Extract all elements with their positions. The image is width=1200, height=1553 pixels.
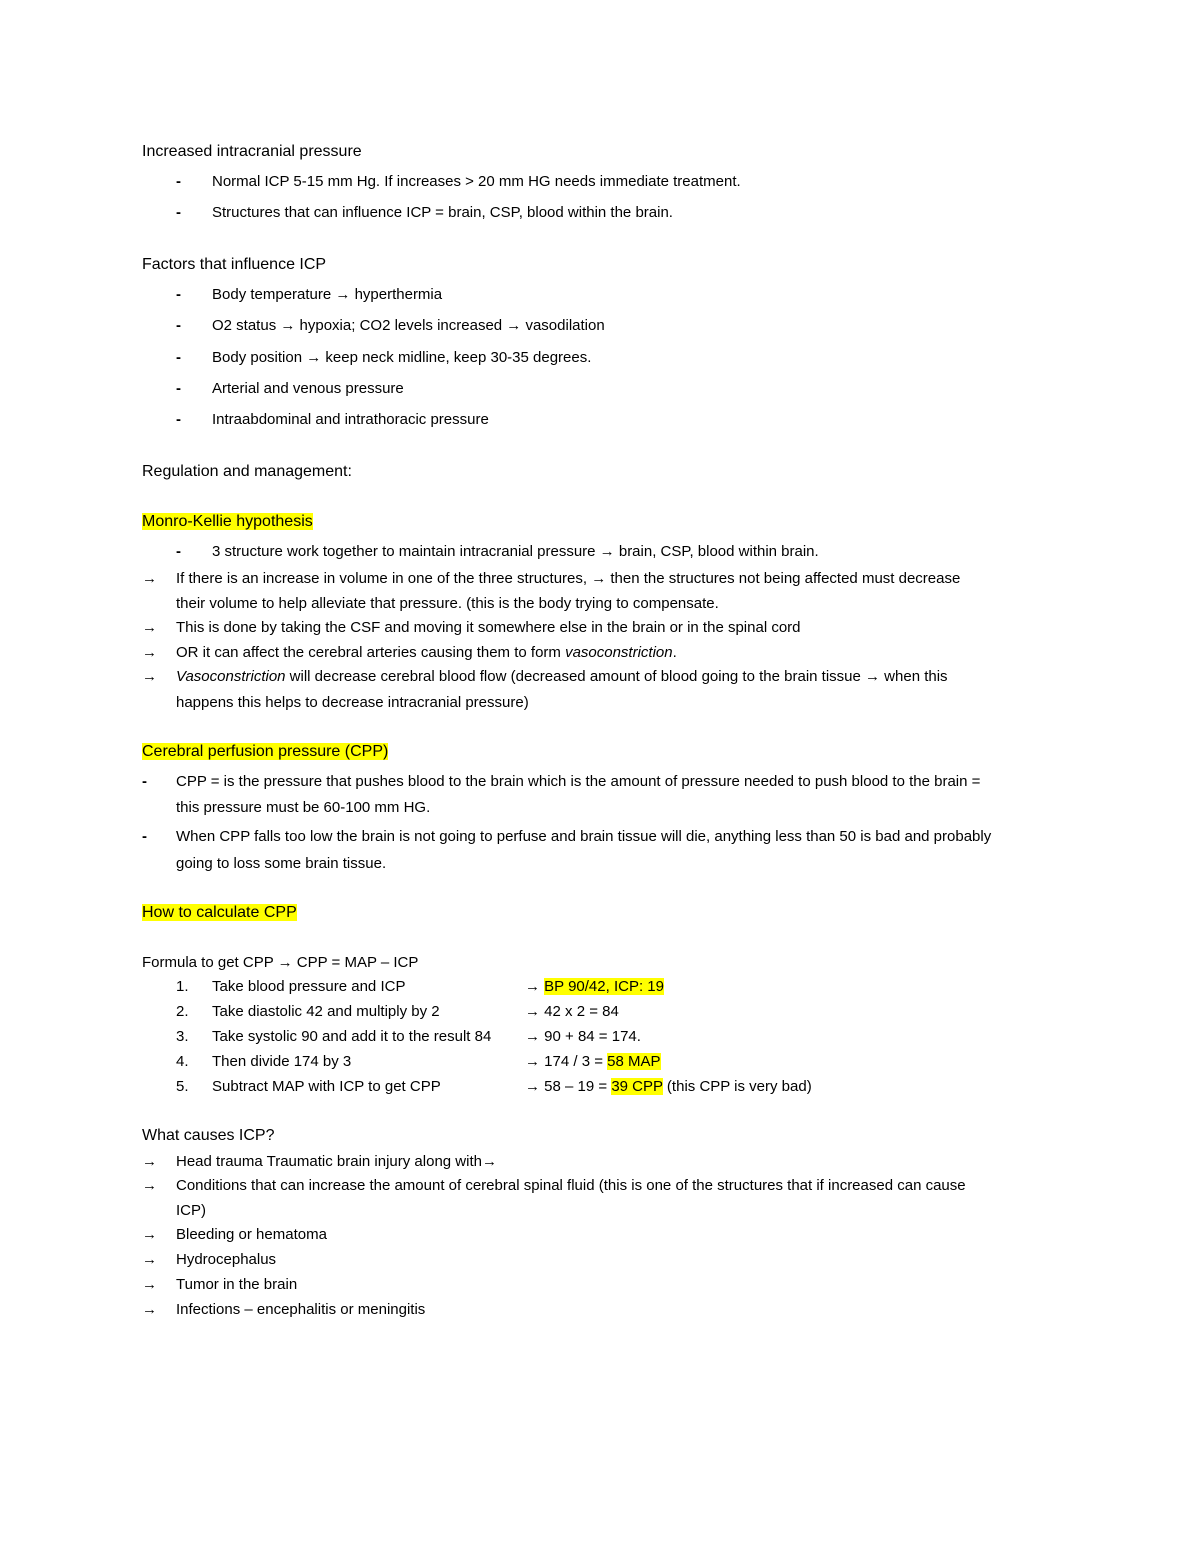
list-item: Structures that can influence ICP = brain, CSP, blood within the brain.	[212, 204, 673, 221]
list-item: Body temperature → hyperthermia	[212, 286, 443, 303]
step-result	[525, 1002, 619, 1022]
text: 174 / 3 =	[544, 1053, 608, 1070]
step-number: 5.	[176, 1078, 189, 1095]
list-item: If there is an increase in volume in one of the three structures, → then the structures not being affected must decrease	[176, 570, 961, 587]
formula-line: Formula to get CPP → CPP = MAP – ICP	[142, 954, 419, 971]
arrow-bullet: →	[142, 1226, 157, 1243]
text: .	[672, 644, 677, 661]
arrow-bullet: →	[142, 1177, 157, 1194]
step-text: Subtract MAP with ICP to get CPP	[212, 1078, 441, 1095]
text: 90 + 84 = 174.	[544, 1028, 641, 1045]
step-number: 2.	[176, 1003, 189, 1020]
list-item	[176, 643, 677, 663]
arrow-glyph: →	[525, 1053, 540, 1070]
highlight: Monro-Kellie hypothesis	[142, 513, 313, 530]
step-result	[525, 977, 664, 997]
arrow-glyph: →	[525, 1028, 540, 1045]
highlight: 58 MAP	[607, 1053, 661, 1070]
text: 58 – 19 =	[544, 1078, 612, 1095]
heading-increased-icp: Increased intracranial pressure	[142, 143, 362, 160]
heading-factors: Factors that influence ICP	[142, 256, 327, 273]
list-item: 3 structure work together to maintain intracranial pressure → brain, CSP, blood within brain.	[212, 543, 819, 560]
text: OR it can affect the cerebral arteries causing them to form	[176, 644, 566, 661]
highlight: Cerebral perfusion pressure (CPP)	[142, 743, 389, 760]
heading-calculate-cpp	[142, 902, 297, 924]
bullet-dash: -	[176, 173, 181, 190]
list-item: Body position → keep neck midline, keep 30-35 degrees.	[212, 349, 592, 366]
list-item: When CPP falls too low the brain is not going to perfuse and brain tissue will die, anything less than 50 is bad and probably	[176, 828, 992, 845]
step-text: Take blood pressure and ICP	[212, 978, 406, 995]
list-item: CPP = is the pressure that pushes blood to the brain which is the amount of pressure needed to push blood to the brain =	[176, 773, 981, 790]
arrow-bullet: →	[142, 1276, 157, 1293]
arrow-bullet: →	[142, 668, 157, 685]
list-item	[176, 667, 948, 687]
step-number: 4.	[176, 1053, 189, 1070]
step-text: Take diastolic 42 and multiply by 2	[212, 1003, 440, 1020]
bullet-dash: -	[176, 380, 181, 397]
step-result	[525, 1027, 641, 1047]
list-item: Normal ICP 5-15 mm Hg. If increases > 20 mm HG needs immediate treatment.	[212, 173, 741, 190]
list-item: Head trauma Traumatic brain injury along with→	[176, 1153, 497, 1170]
bullet-dash: -	[176, 349, 181, 366]
heading-causes: What causes ICP?	[142, 1127, 275, 1144]
arrow-glyph: →	[525, 1003, 540, 1020]
arrow-glyph: →	[525, 1078, 540, 1095]
arrow-bullet: →	[142, 619, 157, 636]
text: will decrease cerebral blood flow (decreased amount of blood going to the brain tissue → when this	[285, 668, 948, 685]
arrow-bullet: →	[142, 1153, 157, 1170]
highlight: How to calculate CPP	[142, 904, 297, 921]
text: (this CPP is very bad)	[662, 1078, 812, 1095]
bullet-dash: -	[176, 204, 181, 221]
step-number: 1.	[176, 978, 189, 995]
heading-monro-kellie	[142, 511, 313, 533]
step-number: 3.	[176, 1028, 189, 1045]
list-item: O2 status → hypoxia; CO2 levels increased → vasodilation	[212, 317, 605, 334]
arrow-glyph: →	[525, 978, 540, 995]
arrow-bullet: →	[142, 1251, 157, 1268]
step-text: Take systolic 90 and add it to the result 84	[212, 1028, 492, 1045]
step-text: Then divide 174 by 3	[212, 1053, 352, 1070]
arrow-bullet: →	[142, 1301, 157, 1318]
heading-regulation: Regulation and management:	[142, 463, 352, 480]
bullet-dash: -	[176, 411, 181, 428]
highlight: 39 CPP	[611, 1078, 663, 1095]
list-item-continuation: ICP)	[176, 1202, 206, 1219]
list-item: Tumor in the brain	[176, 1276, 298, 1293]
bullet-dash: -	[142, 828, 147, 845]
heading-cpp	[142, 741, 388, 763]
bullet-dash: -	[176, 286, 181, 303]
list-item-continuation: this pressure must be 60-100 mm HG.	[176, 799, 431, 816]
list-item-continuation: going to loss some brain tissue.	[176, 855, 387, 872]
italic-term: Vasoconstriction	[176, 668, 286, 685]
list-item: Bleeding or hematoma	[176, 1226, 327, 1243]
list-item: Conditions that can increase the amount of cerebral spinal fluid (this is one of the structures that if increased can cause	[176, 1177, 966, 1194]
list-item: Hydrocephalus	[176, 1251, 277, 1268]
arrow-bullet: →	[142, 644, 157, 661]
highlight: BP 90/42, ICP: 19	[544, 978, 664, 995]
bullet-dash: -	[176, 543, 181, 560]
italic-term: vasoconstriction	[565, 644, 673, 661]
step-result	[525, 1077, 812, 1097]
arrow-bullet: →	[142, 570, 157, 587]
step-result	[525, 1052, 661, 1072]
list-item-continuation: happens this helps to decrease intracranial pressure)	[176, 694, 529, 711]
list-item: This is done by taking the CSF and moving it somewhere else in the brain or in the spinal cord	[176, 619, 801, 636]
list-item: Intraabdominal and intrathoracic pressure	[212, 411, 489, 428]
text: 42 x 2 = 84	[544, 1003, 619, 1020]
list-item-continuation: their volume to help alleviate that pressure. (this is the body trying to compensate.	[176, 595, 719, 612]
list-item: Arterial and venous pressure	[212, 380, 404, 397]
list-item: Infections – encephalitis or meningitis	[176, 1301, 426, 1318]
bullet-dash: -	[176, 317, 181, 334]
bullet-dash: -	[142, 773, 147, 790]
